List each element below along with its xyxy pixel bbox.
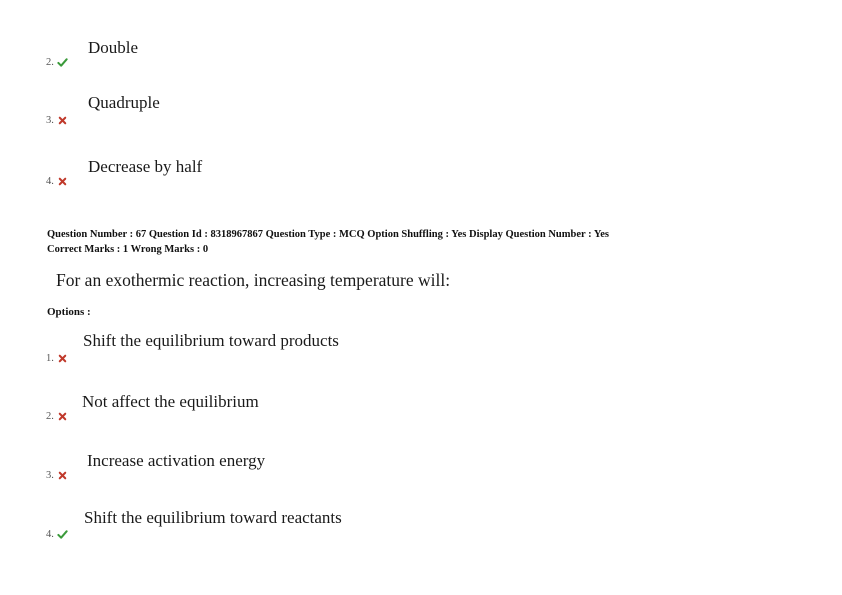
option-2-number — [46, 411, 68, 422]
option-4-number — [46, 529, 68, 540]
cross-icon — [57, 470, 68, 481]
option-number-label: 1. — [46, 353, 54, 364]
option-number-label: 3. — [46, 470, 54, 481]
check-icon — [57, 529, 68, 540]
option-1-text: Shift the equilibrium toward products — [83, 331, 339, 350]
prev-option-3-text: Quadruple — [88, 93, 160, 112]
cross-icon — [57, 353, 68, 364]
question-text: For an exothermic reaction, increasing temperature will: — [56, 270, 451, 290]
prev-option-3-number — [46, 115, 68, 126]
option-3-number — [46, 470, 68, 481]
cross-icon — [57, 115, 68, 126]
option-number-label: 3. — [46, 115, 54, 126]
option-number-label: 4. — [46, 176, 54, 187]
question-meta-line2: Correct Marks : 1 Wrong Marks : 0 — [47, 244, 209, 255]
prev-option-4-number — [46, 176, 68, 187]
option-4-text: Shift the equilibrium toward reactants — [84, 508, 342, 527]
options-label: Options : — [47, 306, 91, 318]
question-meta-line1: Question Number : 67 Question Id : 8318967867 Question Type : MCQ Option Shuffling : Yes Display Question Number : Yes — [47, 229, 610, 240]
option-1-number — [46, 353, 68, 364]
option-number-label: 4. — [46, 529, 54, 540]
option-number-label: 2. — [46, 411, 54, 422]
option-number-label: 2. — [46, 57, 54, 68]
prev-option-2-text: Double — [88, 38, 139, 57]
option-3-text: Increase activation energy — [87, 451, 266, 470]
check-icon — [57, 57, 68, 68]
cross-icon — [57, 411, 68, 422]
prev-option-4-text: Decrease by half — [88, 157, 203, 176]
prev-option-2-number — [46, 57, 68, 68]
option-2-text: Not affect the equilibrium — [82, 392, 259, 411]
cross-icon — [57, 176, 68, 187]
